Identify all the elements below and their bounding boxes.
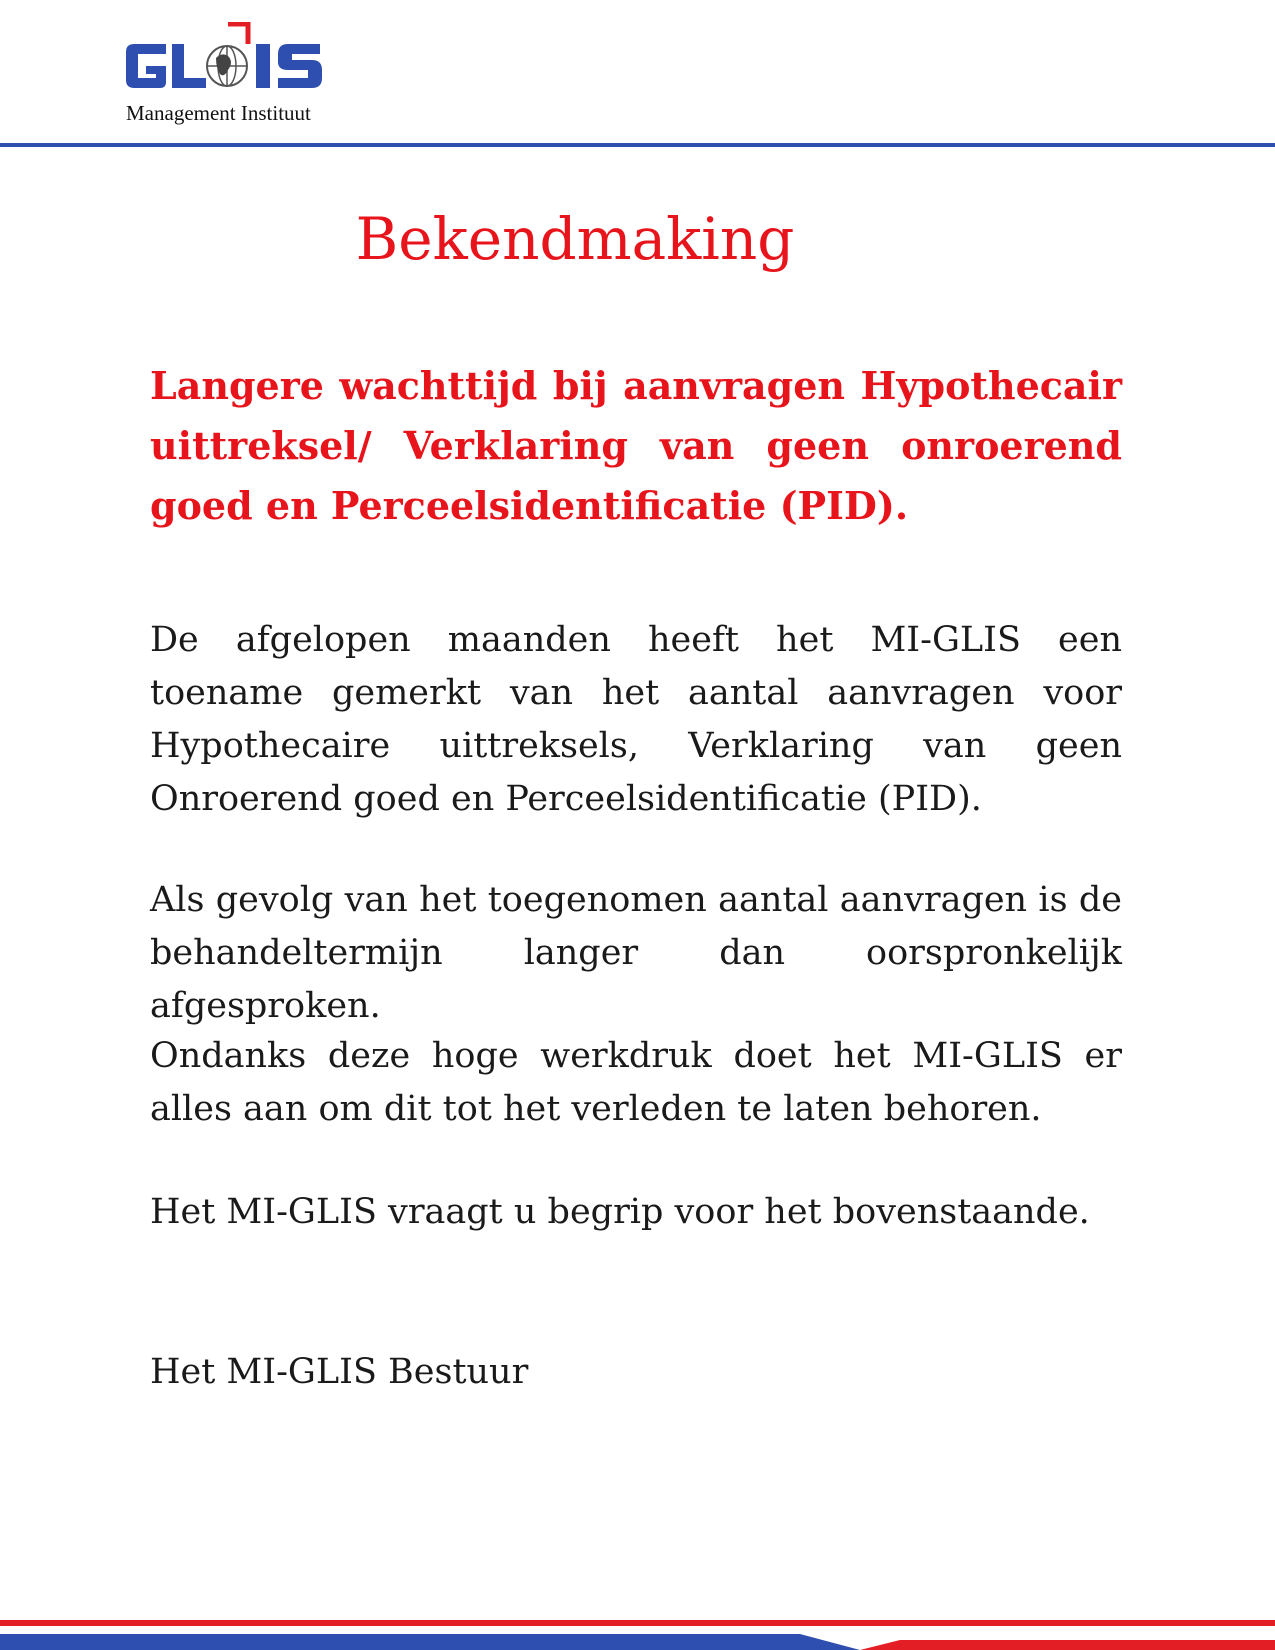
- paragraph-4: Het MI-GLIS vraagt u begrip voor het bovenstaande.: [150, 1192, 1090, 1232]
- header-divider: [0, 143, 1275, 147]
- signature: Het MI-GLIS Bestuur: [150, 1352, 529, 1392]
- notice-title: [0, 205, 1200, 273]
- glis-logo: [124, 22, 374, 126]
- notice-subtitle: Langere wachttijd bij aanvragen Hypothecair uittreksel/ Verklaring van geen onroerend goed en Perceelsidentificatie (PID).: [150, 363, 1122, 528]
- paragraph-2: Als gevolg van het toegenomen aantal aanvragen is de behandeltermijn langer dan oorspronkelijk afgesproken.: [150, 880, 1122, 1026]
- glis-logo-mark: [124, 22, 374, 102]
- notice-title-text: Bekendmaking: [355, 205, 795, 273]
- logo-subtitle: Management Instituut: [126, 101, 311, 125]
- paragraph-1: De afgelopen maanden heeft het MI-GLIS een toename gemerkt van het aantal aanvragen voor Hypothecaire uittreksels, Verklaring van geen Onroerend goed en Perceelsidentificatie (PID).: [150, 620, 1122, 819]
- footer-stripes: [0, 1610, 1275, 1650]
- paragraph-3: Ondanks deze hoge werkdruk doet het MI-GLIS er alles aan om dit tot het verleden te laten behoren.: [150, 1036, 1122, 1129]
